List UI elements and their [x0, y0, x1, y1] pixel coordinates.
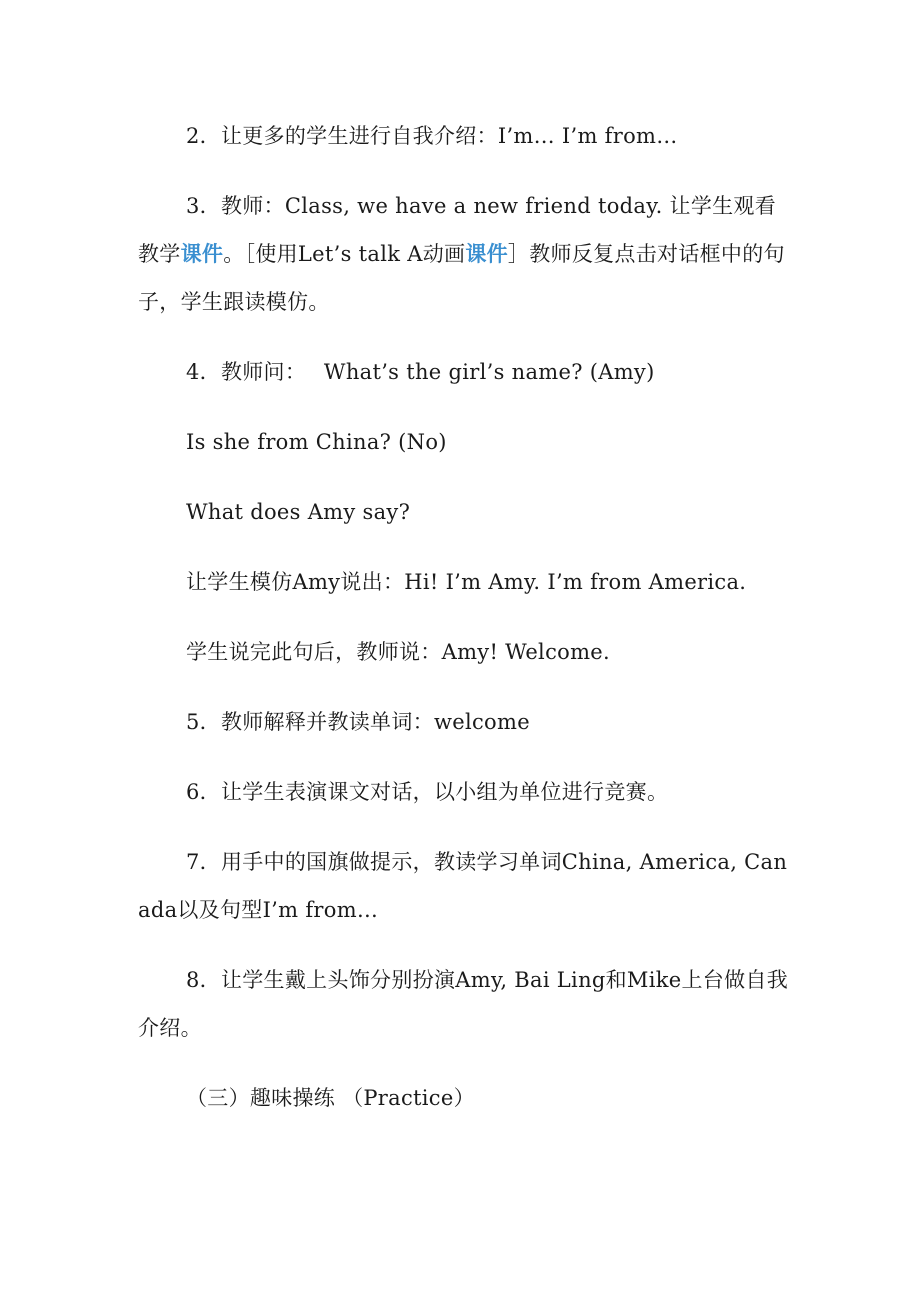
paragraph-imitate-amy: 让学生模仿Amy说出：Hi! I’m Amy. I’m from America.: [186, 570, 747, 594]
step-3-text-b: 。［使用Let’s talk A动画: [223, 242, 466, 266]
courseware-link-2[interactable]: 课件: [465, 242, 508, 266]
paragraph-teacher-welcome: 学生说完此句后，教师说：Amy! Welcome.: [186, 640, 610, 664]
paragraph-step-2: 2．让更多的学生进行自我介绍：I’m… I’m from…: [186, 124, 678, 148]
paragraph-step-3: [138, 182, 790, 326]
step-3-text-a: 3．教师：Class, we have a new friend today. 让学生观看教学: [138, 194, 777, 266]
section-heading-practice: （三）趣味操练 （Practice）: [186, 1086, 475, 1110]
question-amy-say: What does Amy say?: [186, 500, 411, 524]
paragraph-step-8: 8．让学生戴上头饰分别扮演Amy, Bai Ling和Mike上台做自我介绍。: [138, 968, 789, 1040]
paragraph-step-7: 7．用手中的国旗做提示，教读学习单词China, America, Canada以及句型I’m from…: [138, 850, 788, 922]
courseware-link-1[interactable]: 课件: [180, 242, 224, 266]
paragraph-step-5: 5．教师解释并教读单词：welcome: [186, 710, 530, 734]
paragraph-step-4: 4．教师问： What’s the girl’s name? (Amy): [186, 360, 655, 384]
paragraph-step-6: 6．让学生表演课文对话，以小组为单位进行竞赛。: [186, 780, 669, 804]
step-3-text-c: ］教师反复点击对话框中的句子，学生跟读模仿。: [138, 242, 785, 314]
question-from-china: Is she from China? (No): [186, 430, 447, 454]
